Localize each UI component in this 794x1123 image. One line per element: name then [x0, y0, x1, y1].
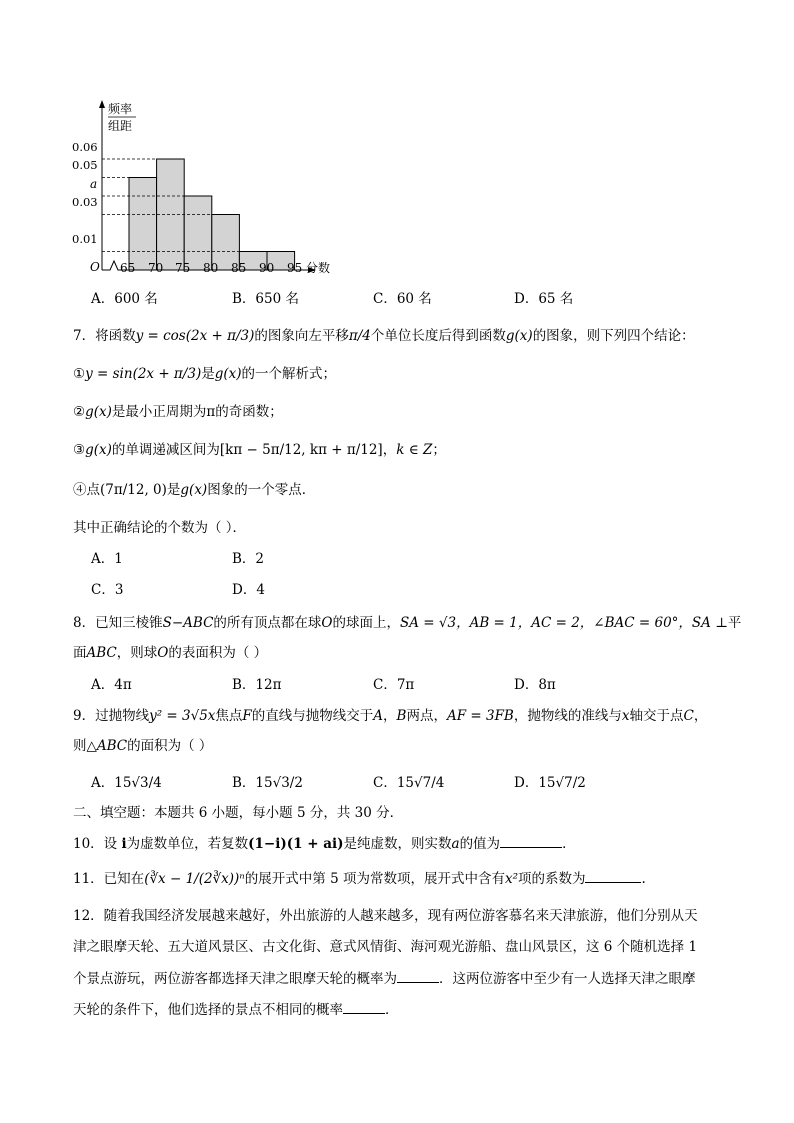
q8-option-c: C．7π: [373, 677, 415, 693]
y-tick-0.05: 0.05: [72, 158, 98, 172]
q8-option-b: B．12π: [232, 677, 282, 693]
q12-line-4: 天轮的条件下，他们选择的景点不相同的概率 ．: [73, 999, 399, 1020]
q10-expression: (1−i)(1 + ai): [248, 836, 344, 852]
y-tick-0.01: 0.01: [72, 232, 98, 246]
histogram-bar-70-75: [157, 159, 185, 270]
q9-stem-line-1: 9．过抛物线y² = 3√5x焦点F的直线与抛物线交于A，B两点，AF = 3FB，抛物线的准线与x轴交于点C，: [73, 708, 708, 724]
q8-stem-line-2: 面ABC，则球O的表面积为（ ）: [73, 645, 268, 661]
q11-answer-blank[interactable]: [585, 868, 641, 883]
x-tick-70: 70: [148, 261, 164, 275]
y-tick-0.06: 0.06: [72, 140, 98, 154]
q7-conclusion-2: ②g(x)是最小正周期为π的奇函数；: [73, 404, 283, 420]
q7-conclusion-3: ③g(x)的单调递减区间为[kπ − 5π/12, kπ + π/12]，k ∈ Z；: [73, 442, 446, 458]
q7-conclusion-4: ④点(7π/12, 0)是g(x)图象的一个零点．: [73, 482, 316, 498]
histogram-bar-65-70: [129, 178, 157, 271]
q8-conditions: SA = √3，AB = 1，AC = 2，∠BAC = 60°，SA ⊥: [399, 615, 728, 631]
section-2-heading: 二、填空题：本题共 6 小题，每小题 5 分，共 30 分．: [73, 805, 404, 821]
y-axis-arrow: [99, 100, 105, 108]
q9-option-a: A．15√3/4: [91, 775, 162, 791]
q7-conclusion-1: ①y = sin(2x + π/3)是g(x)的一个解析式；: [73, 366, 337, 382]
q11-expression: (∛x − 1/(2∛x))ⁿ: [144, 871, 245, 887]
q10-answer-blank[interactable]: [500, 833, 562, 848]
q7-interval: [kπ − 5π/12, kπ + π/12]: [219, 442, 383, 458]
q9-option-c: C．15√7/4: [373, 775, 445, 791]
q7-option-b: B．2: [232, 551, 265, 567]
x-tick-90: 90: [259, 261, 275, 275]
q12-answer-blank-1[interactable]: [397, 968, 439, 983]
q10-stem: 10．设 i为虚数单位，若复数(1−i)(1 + ai)是纯虚数，则实数a的值为 ．: [73, 833, 576, 854]
q7-ask: 其中正确结论的个数为（ ）．: [73, 520, 247, 536]
x-tick-65: 65: [120, 261, 136, 275]
q12-line-1: 12．随着我国经济发展越来越好，外出旅游的人越来越多，现有两位游客慕名来天津旅游，他们分别从天: [73, 908, 698, 924]
q7-point: (7π/12, 0): [100, 482, 167, 498]
x-tick-95: 95: [287, 261, 303, 275]
y-label-bottom: 组距: [108, 119, 133, 133]
q12-answer-blank-2[interactable]: [343, 999, 385, 1014]
q9-option-b: B．15√3/2: [232, 775, 303, 791]
q8-stem-line-1: 8．已知三棱锥S−ABC的所有顶点都在球O的球面上，SA = √3，AB = 1，AC = 2，∠BAC = 60°，SA ⊥平: [73, 615, 742, 631]
q12-line-3: 个景点游玩，两位游客都选择天津之眼摩天轮的概率为 ．这两位游客中至少有一人选择天津之眼摩: [73, 968, 696, 989]
q9-vector: AF = 3FB: [446, 708, 514, 724]
q7-option-a: A．1: [91, 551, 123, 567]
q7-option-c: C．3: [91, 582, 124, 598]
y-tick-a: a: [90, 177, 98, 191]
q9-stem-line-2: 则△ABC的面积为（ ）: [73, 738, 213, 754]
origin-label: O: [90, 260, 100, 274]
q9-option-d: D．15√7/2: [514, 775, 586, 791]
x-axis-unit: 分数: [306, 261, 331, 275]
q7-stem: 7．将函数y = cos(2x + π/3)的图象向左平移π/4个单位长度后得到函数g(x)的图象，则下列四个结论：: [73, 328, 695, 344]
axis-break: [102, 261, 122, 270]
q6-option-b: B．650 名: [232, 291, 299, 307]
q6-option-a: A．600 名: [91, 291, 158, 307]
q7-shift: π/4: [348, 328, 371, 344]
histogram-bar-75-80: [184, 196, 212, 270]
x-tick-85: 85: [231, 261, 247, 275]
y-tick-0.03: 0.03: [72, 195, 98, 209]
q12-line-2: 津之眼摩天轮、五大道风景区、古文化街、意式风情街、海河观光游船、盘山风景区，这 6 个随机选择 1: [73, 939, 698, 955]
q7-function: y = cos(2x + π/3): [135, 328, 255, 344]
x-tick-80: 80: [203, 261, 219, 275]
x-tick-75: 75: [175, 261, 191, 275]
q11-stem: 11．已知在(∛x − 1/(2∛x))ⁿ的展开式中第 5 项为常数项，展开式中含有x²项的系数为 .: [73, 868, 646, 889]
q7-option-d: D．4: [232, 582, 265, 598]
q6-option-d: D．65 名: [514, 291, 574, 307]
frequency-histogram: [70, 95, 350, 280]
q8-option-a: A．4π: [91, 677, 132, 693]
q8-option-d: D．8π: [514, 677, 556, 693]
q6-option-c: C．60 名: [373, 291, 432, 307]
q9-parabola: y² = 3√5x: [149, 708, 216, 724]
y-label-top: 频率: [108, 102, 133, 116]
